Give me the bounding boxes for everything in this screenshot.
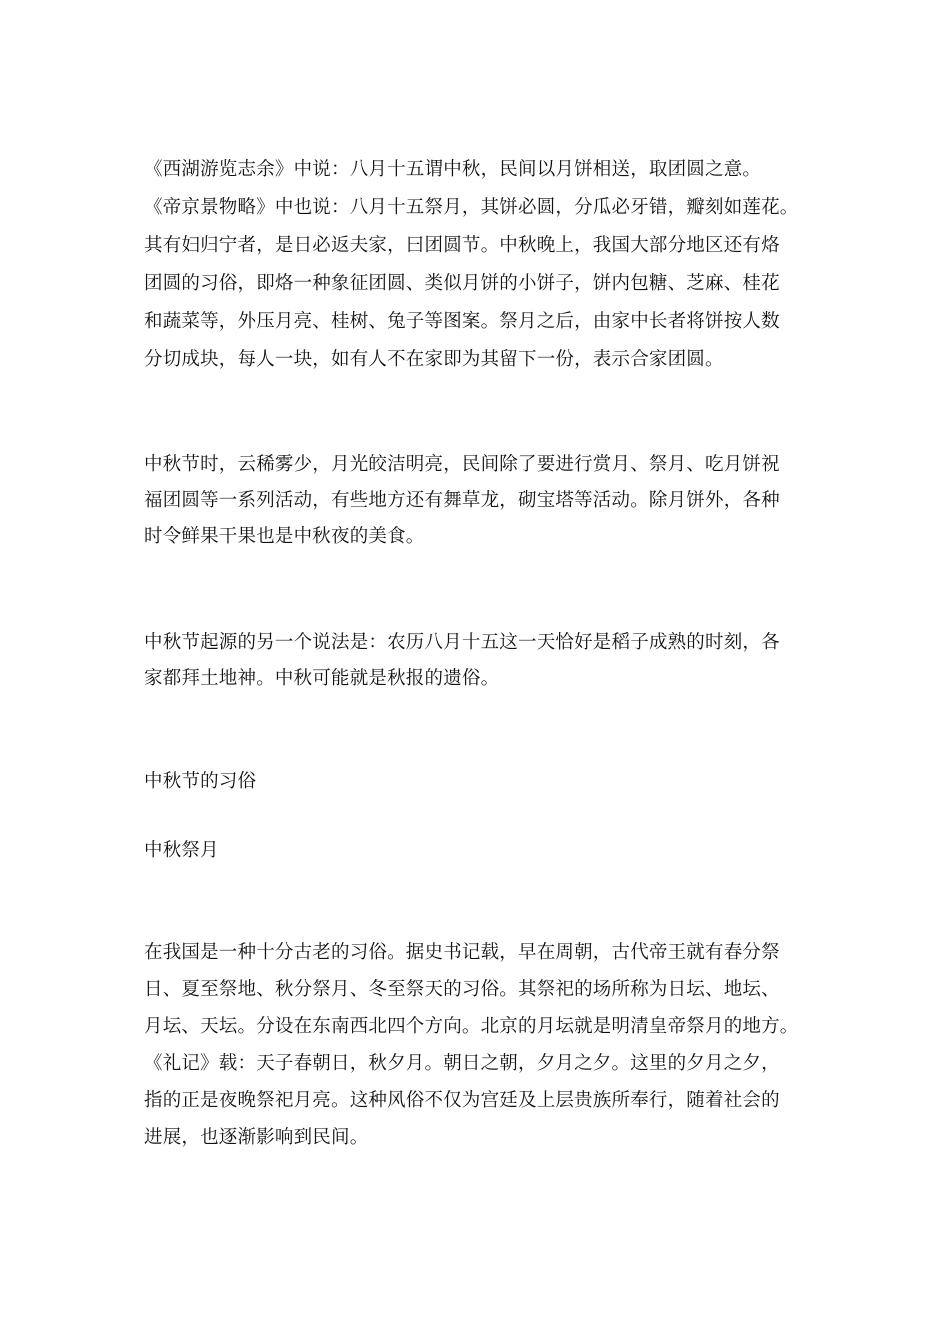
paragraph-4-line-1: 在我国是一种十分古老的习俗。据史书记载，早在周朝，古代帝王就有春分祭	[144, 942, 780, 963]
paragraph-4-line-6: 进展，也逐渐影响到民间。	[144, 1127, 369, 1148]
paragraph-4-line-5: 指的正是夜晚祭祀月亮。这种风俗不仅为宫廷及上层贵族所奉行，随着社会的	[144, 1090, 780, 1111]
paragraph-1-line-1: 《西湖游览志余》中说：八月十五谓中秋，民间以月饼相送，取团圆之意。	[144, 159, 762, 180]
paragraph-4-line-3: 月坛、天坛。分设在东南西北四个方向。北京的月坛就是明清皇帝祭月的地方。	[144, 1016, 799, 1037]
section-heading-customs: 中秋节的习俗	[144, 771, 257, 792]
paragraph-3-line-1: 中秋节起源的另一个说法是：农历八月十五这一天恰好是稻子成熟的时刻，各	[144, 632, 780, 653]
paragraph-1-line-6: 分切成块，每人一块，如有人不在家即为其留下一份，表示合家团圆。	[144, 349, 724, 370]
paragraph-2-line-2: 福团圆等一系列活动，有些地方还有舞草龙，砌宝塔等活动。除月饼外，各种	[144, 490, 780, 511]
paragraph-4-line-4: 《礼记》载：天子春朝日，秋夕月。朝日之朝，夕月之夕。这里的夕月之夕，	[144, 1053, 780, 1074]
paragraph-2-line-1: 中秋节时，云稀雾少，月光皎洁明亮，民间除了要进行赏月、祭月、吃月饼祝	[144, 454, 780, 475]
section-heading-moon-worship: 中秋祭月	[144, 840, 219, 861]
paragraph-1-line-2: 《帝京景物略》中也说：八月十五祭月，其饼必圆，分瓜必牙错，瓣刻如莲花。	[144, 197, 799, 218]
paragraph-3-line-2: 家都拜土地神。中秋可能就是秋报的遗俗。	[144, 668, 500, 689]
paragraph-2-line-3: 时令鲜果干果也是中秋夜的美食。	[144, 526, 425, 547]
paragraph-1-line-4: 团圆的习俗，即烙一种象征团圆、类似月饼的小饼子，饼内包糖、芝麻、桂花	[144, 273, 780, 294]
paragraph-1-line-5: 和蔬菜等，外压月亮、桂树、兔子等图案。祭月之后，由家中长者将饼按人数	[144, 311, 780, 332]
paragraph-1-line-3: 其有妇归宁者，是日必返夫家，曰团圆节。中秋晚上，我国大部分地区还有烙	[144, 235, 780, 256]
paragraph-4-line-2: 日、夏至祭地、秋分祭月、冬至祭天的习俗。其祭祀的场所称为日坛、地坛、	[144, 979, 780, 1000]
